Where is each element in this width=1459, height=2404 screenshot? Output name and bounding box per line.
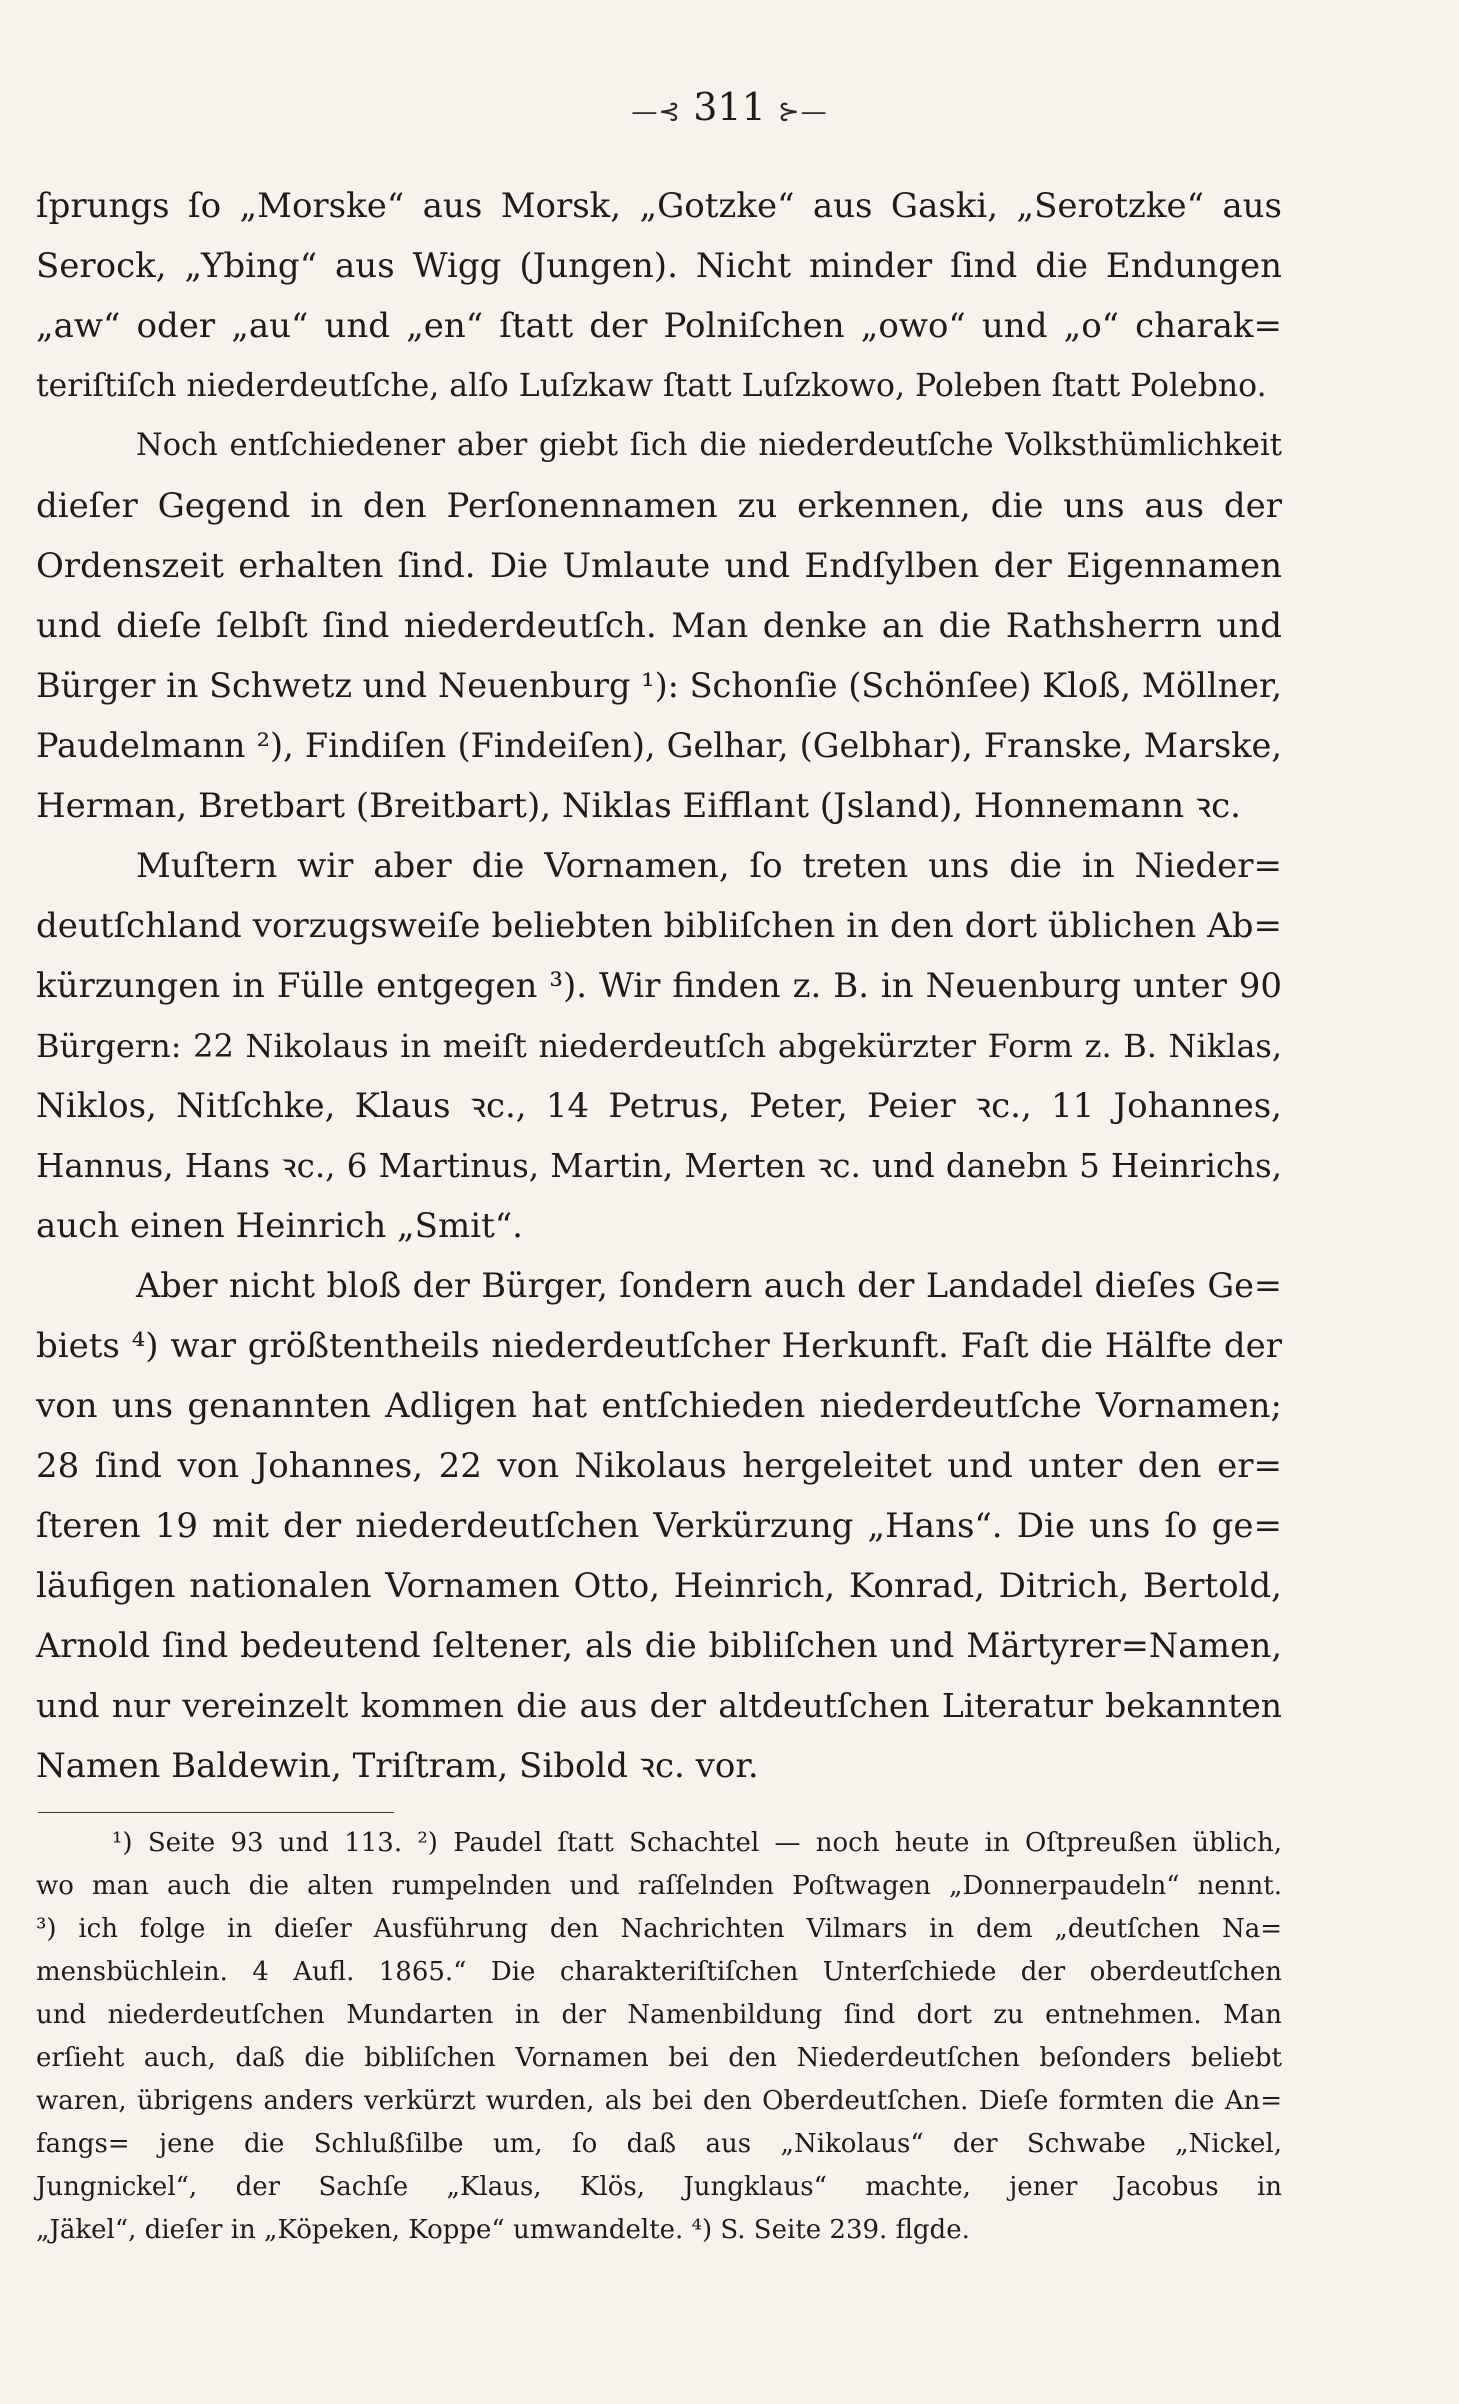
body-line: teriſtiſch niederdeutſche, alſo Luſzkaw ſtatt Luſzkowo, Poleben ſtatt Polebno. (36, 368, 1267, 404)
body-line: dieſer Gegend in den Perſonennamen zu erkennen, die uns aus der (36, 486, 1282, 526)
body-line: biets ⁴) war größtentheils niederdeutſcher Herkunft. Faſt die Hälfte der (36, 1326, 1282, 1366)
body-line: Hannus, Hans ꝛc., 6 Martinus, Martin, Merten ꝛc. und danebn 5 Heinrichs, (36, 1147, 1282, 1185)
page-header (0, 82, 1459, 132)
body-line: ſprungs ſo „Morske“ aus Morsk, „Gotzke“ aus Gaski, „Serotzke“ aus (36, 186, 1282, 226)
body-line: Paudelmann ²), Findiſen (Findeiſen), Gelhar, (Gelbhar), Franske, Marske, (36, 726, 1282, 765)
body-line: auch einen Heinrich „Smit“. (36, 1206, 523, 1246)
body-line: läufigen nationalen Vornamen Otto, Heinrich, Konrad, Ditrich, Bertold, (36, 1566, 1282, 1606)
page-number: 311 (693, 85, 766, 129)
body-line: kürzungen in Fülle entgegen ³). Wir finden z. B. in Neuenburg unter 90 (36, 966, 1282, 1006)
body-line: Noch entſchiedener aber giebt ſich die niederdeutſche Volksthümlichkeit (136, 428, 1282, 463)
footnote-line: und niederdeutſchen Mundarten in der Namenbildung ſind dort zu entnehmen. Man (36, 2000, 1282, 2030)
footnote-rule (38, 1812, 394, 1813)
footnote-line: ¹) Seite 93 und 113. ²) Paudel ſtatt Schachtel — noch heute in Oſtpreußen üblich, (112, 1828, 1282, 1858)
body-line: Bürgern: 22 Nikolaus in meiſt niederdeutſch abgekürzter Form z. B. Niklas, (36, 1027, 1282, 1065)
body-line: ſteren 19 mit der niederdeutſchen Verkürzung „Hans“. Die uns ſo ge= (36, 1506, 1282, 1546)
footnote-line: fangs= jene die Schlußſilbe um, ſo daß aus „Nikolaus“ der Schwabe „Nickel, (36, 2129, 1282, 2159)
body-line: 28 ſind von Johannes, 22 von Nikolaus hergeleitet und unter den er= (36, 1446, 1282, 1486)
footnote-line: Jungnickel“, der Sachſe „Klaus, Klös, Jungklaus“ machte, jener Jacobus in (36, 2172, 1282, 2202)
body-line: und nur vereinzelt kommen die aus der altdeutſchen Literatur bekannten (36, 1686, 1282, 1725)
ornament-right: ⊱— (777, 97, 828, 127)
footnotes (36, 1822, 1282, 2252)
footnote-line: mensbüchlein. 4 Aufl. 1865.“ Die charakteriſtiſchen Unterſchiede der oberdeutſchen (36, 1957, 1282, 1987)
body-line: Ordenszeit erhalten ſind. Die Umlaute und Endſylben der Eigennamen (36, 546, 1282, 586)
body-line: Bürger in Schwetz und Neuenburg ¹): Schonſie (Schönſee) Kloß, Möllner, (36, 666, 1282, 705)
body-line: deutſchland vorzugsweiſe beliebten bibliſchen in den dort üblichen Ab= (36, 906, 1282, 946)
body-line: von uns genannten Adligen hat entſchieden niederdeutſche Vornamen; (36, 1386, 1282, 1426)
body-line: Muſtern wir aber die Vornamen, ſo treten uns die in Nieder= (136, 846, 1282, 886)
ornament-left: —⊰ (631, 97, 682, 127)
body-line: Aber nicht bloß der Bürger, ſondern auch der Landadel dieſes Ge= (136, 1266, 1282, 1305)
footnote-line: wo man auch die alten rumpelnden und raſſelnden Poſtwagen „Donnerpaudeln“ nennt. (36, 1871, 1282, 1901)
body-line: Niklos, Nitſchke, Klaus ꝛc., 14 Petrus, Peter, Peier ꝛc., 11 Johannes, (36, 1086, 1282, 1126)
body-line: Namen Baldewin, Triſtram, Sibold ꝛc. vor. (36, 1746, 759, 1786)
body-line: Serock, „Ybing“ aus Wigg (Jungen). Nicht minder ſind die Endungen (36, 246, 1282, 286)
body-line: Arnold ſind bedeutend ſeltener, als die bibliſchen und Märtyrer=Namen, (36, 1626, 1282, 1665)
body-text (36, 176, 1282, 1796)
body-line: Herman, Bretbart (Breitbart), Niklas Eifflant (Jsland), Honnemann ꝛc. (36, 786, 1241, 826)
footnote-line: ³) ich folge in dieſer Ausführung den Nachrichten Vilmars in dem „deutſchen Na= (36, 1914, 1282, 1944)
footnote-line: erſieht auch, daß die bibliſchen Vornamen bei den Niederdeutſchen beſonders beliebt (36, 2043, 1282, 2073)
footnote-line: waren, übrigens anders verkürzt wurden, als bei den Oberdeutſchen. Dieſe formten die An= (36, 2086, 1282, 2116)
body-line: und dieſe ſelbſt ſind niederdeutſch. Man denke an die Rathsherrn und (36, 606, 1282, 646)
footnote-line: „Jäkel“, dieſer in „Köpeken, Koppe“ umwandelte. ⁴) S. Seite 239. flgde. (36, 2215, 970, 2245)
body-line: „aw“ oder „au“ und „en“ ſtatt der Polniſchen „owo“ und „o“ charak= (36, 306, 1282, 346)
